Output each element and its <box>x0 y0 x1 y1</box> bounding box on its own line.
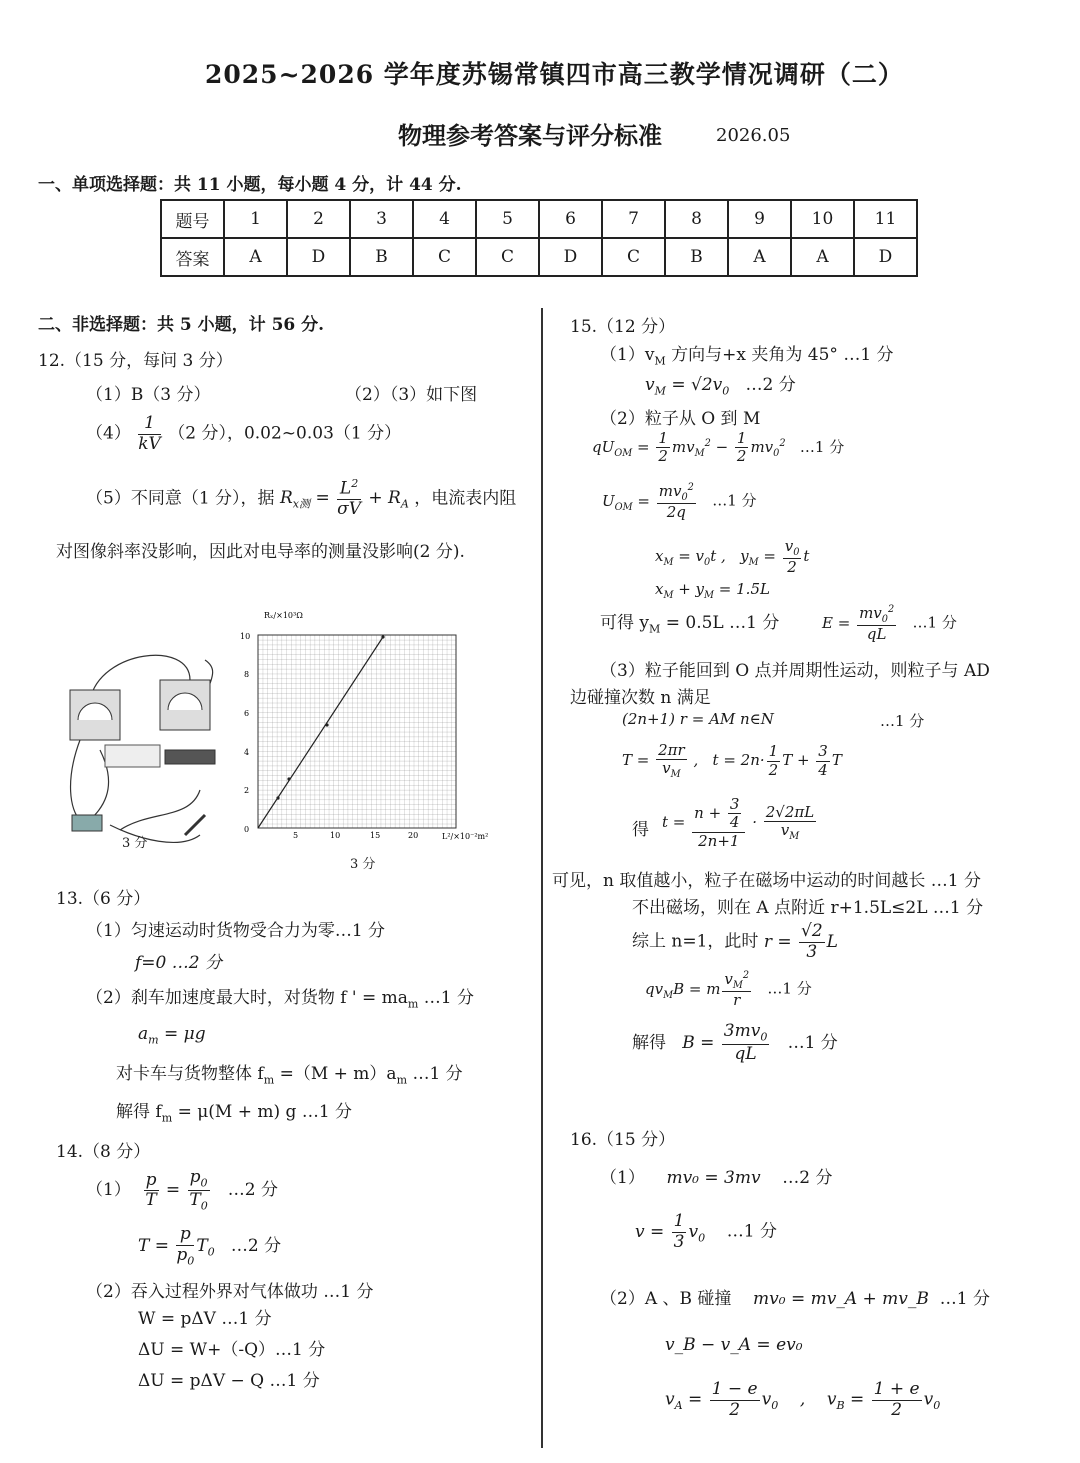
q15-line3: （2）粒子从 O 到 M <box>600 409 761 429</box>
q12-part23: （2）（3）如下图 <box>345 385 478 405</box>
answer-cell: A <box>728 238 791 276</box>
answer-cell: C <box>413 238 476 276</box>
q16-line1: （1） mv₀ = 3mv …2 分 <box>600 1168 833 1188</box>
q12-part1: （1）B（3 分） <box>86 385 211 405</box>
x-tick: 15 <box>370 831 381 840</box>
q15-line16: 综上 n=1，此时 r = $\frac{√2}{3}$ L <box>632 921 838 962</box>
answer-cell: B <box>350 238 413 276</box>
q12-part5-text: （5）不同意（1 分），据 <box>86 488 275 509</box>
answer-cell: C <box>476 238 539 276</box>
resistance-graph <box>230 605 510 845</box>
rheostat-icon <box>165 750 215 764</box>
q14-line5: ΔU = W+（-Q）…1 分 <box>138 1340 326 1360</box>
data-point <box>287 777 290 780</box>
q15-line8: 可得 $y_M = 0.5L$ …1 分 <box>600 613 780 636</box>
graph-score: 3 分 <box>350 857 376 872</box>
question-number: 4 <box>413 200 476 238</box>
graph-ylabel: Rₓ/×10³Ω <box>264 611 303 620</box>
q15-line7: $x_M + y_M = 1.5L$ <box>655 580 770 601</box>
switch-icon <box>185 815 205 835</box>
q16-line2: v = $\frac{1}{3}$ $v_0$ …1 分 <box>635 1211 777 1252</box>
q12-heading: 12.（15 分，每问 3 分） <box>38 351 233 371</box>
q15-line14: 可见，n 取值越小，粒子在磁场中运动的时间越长 …1 分 <box>552 871 981 891</box>
q15-line1: $(1)v_M$ 方向与+x 夹角为 45° …1 分 <box>600 345 894 368</box>
q14-line2: T = $\frac{p}{p_0}$ $T_0$ …2 分 <box>138 1224 282 1267</box>
answer-cell: D <box>854 238 917 276</box>
q15-line18: 解得 B = $\frac{3mv_0}{qL}$ …1 分 <box>632 1021 838 1065</box>
page-subtitle: 物理参考答案与评分标准 <box>398 121 662 150</box>
question-number: 11 <box>854 200 917 238</box>
q15-line13-label: 得 <box>632 820 649 840</box>
q16-line5: $v_A$ = $\frac{1 - e}{2}$ $v_0$ , $v_B$ = $\frac{1 + e}{2}$ $v_0$ <box>665 1379 941 1420</box>
q15-heading: 15.（12 分） <box>570 317 676 337</box>
q14-line3: （2）吞入过程外界对气体做功 …1 分 <box>86 1282 374 1302</box>
q12-part5-tail: ，电流表内阻 <box>414 488 517 509</box>
y-tick: 4 <box>244 748 250 757</box>
q12-formula: $R_{x测}$ = $\frac{L^2}{\sigma V}$ + $R_A$ <box>279 477 409 520</box>
question-number: 3 <box>350 200 413 238</box>
q13-line4: $a_m = \mu g$ <box>138 1024 206 1047</box>
q13-line2: f=0 …2 分 <box>135 953 222 973</box>
y-tick: 8 <box>244 670 250 679</box>
document-date: 2026.05 <box>716 125 791 146</box>
q12-part4 <box>86 414 401 454</box>
battery-icon <box>72 815 102 831</box>
q15-line15: 不出磁场，则在 A 点附近 r+1.5L≤2L …1 分 <box>632 898 984 918</box>
answer-cell: A <box>224 238 287 276</box>
q13-line1: （1）匀速运动时货物受合力为零…1 分 <box>86 921 386 941</box>
q15-line13: t = n + $\frac{3}{4}$ 2n+1 · $\frac{2√2\pi L}{v_M}$ <box>662 795 815 850</box>
data-point <box>325 723 328 726</box>
section2-heading: 二、非选择题：共 5 小题，计 56 分. <box>38 315 325 335</box>
q12-frac-den: kV <box>138 433 161 454</box>
row-label: 答案 <box>161 238 224 276</box>
data-point <box>381 635 384 638</box>
q14-line4: W = pΔV …1 分 <box>138 1309 272 1329</box>
x-tick: 20 <box>408 831 419 840</box>
answer-cell: B <box>665 238 728 276</box>
question-number: 2 <box>287 200 350 238</box>
section1-heading: 一、单项选择题：共 11 小题，每小题 4 分，计 44 分. <box>38 175 462 195</box>
q15-line2: $v_M = √2v_0$ …2 分 <box>645 375 796 398</box>
q15-line17: $qv_MB = m$ $\frac{v_M^2}{r}$ …1 分 <box>645 970 812 1010</box>
q15-line11-score: …1 分 <box>880 712 925 730</box>
question-number: 10 <box>791 200 854 238</box>
graph-xlabel: L²/×10⁻²m² <box>442 832 489 841</box>
q13-line6: 解得 $f_m = \mu(M + m)$ g …1 分 <box>116 1102 353 1125</box>
answer-cell: D <box>287 238 350 276</box>
answer-table <box>160 199 918 277</box>
q13-heading: 13.（6 分） <box>56 889 151 909</box>
answer-cell: C <box>602 238 665 276</box>
q12-part4-label: （4） <box>86 423 131 444</box>
q16-heading: 16.（15 分） <box>570 1130 676 1150</box>
y-tick: 2 <box>244 786 250 795</box>
q15-line6: $x_M = v_0t$ , $y_M$ = $\frac{v_0}{2}$ t <box>655 537 810 577</box>
q15-efield: E = $\frac{mv_0^2}{qL}$ …1 分 <box>822 604 957 644</box>
q15-line5: $U_{OM}$ = $\frac{mv_0^2}{2q}$ …1 分 <box>602 482 757 522</box>
circuit-score: 3 分 <box>122 836 148 851</box>
answer-cell: A <box>791 238 854 276</box>
answer-cell: D <box>539 238 602 276</box>
circuit-diagram <box>60 640 230 850</box>
q15-line12: T = $\frac{2\pi r}{v_M}$ , t = 2n· $\frac{1}{2}$ T + $\frac{3}{4}$ T <box>622 741 842 781</box>
question-number: 8 <box>665 200 728 238</box>
q14-line6: ΔU = pΔV − Q …1 分 <box>138 1371 320 1391</box>
question-number: 7 <box>602 200 665 238</box>
q16-line3: （2）A 、B 碰撞 mv₀ = mv_A + mv_B …1 分 <box>600 1289 990 1309</box>
q15-line10: 边碰撞次数 n 满足 <box>570 688 711 708</box>
q15-line4: $qU_{OM}$ = $\frac{1}{2}$ $mv_M^2$ − $\frac{1}{2}$ $mv_0^2$ …1 分 <box>592 429 845 466</box>
y-tick: 0 <box>244 825 250 834</box>
x-tick: 5 <box>293 831 299 840</box>
data-point <box>276 796 279 799</box>
question-number: 5 <box>476 200 539 238</box>
q13-line5: 对卡车与货物整体 $f_m =(M + m)a_m$ …1 分 <box>116 1064 463 1087</box>
q12-frac-num: 1 <box>138 414 161 435</box>
question-number: 1 <box>224 200 287 238</box>
answer-row <box>161 238 917 276</box>
q14-heading: 14.（8 分） <box>56 1142 151 1162</box>
column-divider <box>541 308 543 1448</box>
sample-tube-icon <box>105 745 160 767</box>
question-number-row <box>161 200 917 238</box>
q15-line11: (2n+1) r = AM n∈N <box>622 710 774 728</box>
x-tick: 10 <box>330 831 341 840</box>
page-title: 2025~2026 学年度苏锡常镇四市高三教学情况调研（二） <box>205 60 904 89</box>
y-tick: 10 <box>240 632 251 641</box>
q13-line3: （2）刹车加速度最大时，对货物 f ' = $ma_m$ …1 分 <box>86 988 475 1011</box>
row-label: 题号 <box>161 200 224 238</box>
q12-part5 <box>86 478 516 520</box>
q12-part4-score: （2 分），0.02~0.03（1 分） <box>168 423 402 444</box>
y-tick: 6 <box>244 709 250 718</box>
question-number: 6 <box>539 200 602 238</box>
q16-line4: v_B − v_A = ev₀ <box>665 1335 803 1355</box>
q14-line1: （1） $\frac{p}{T}$ = $\frac{p_0}{T_0}$ …2 分 <box>86 1167 278 1213</box>
q12-part5-line2: 对图像斜率没影响，因此对电导率的测量没影响(2 分). <box>56 542 465 562</box>
question-number: 9 <box>728 200 791 238</box>
q15-line9: （3）粒子能回到 O 点并周期性运动，则粒子与 AD <box>600 661 990 681</box>
